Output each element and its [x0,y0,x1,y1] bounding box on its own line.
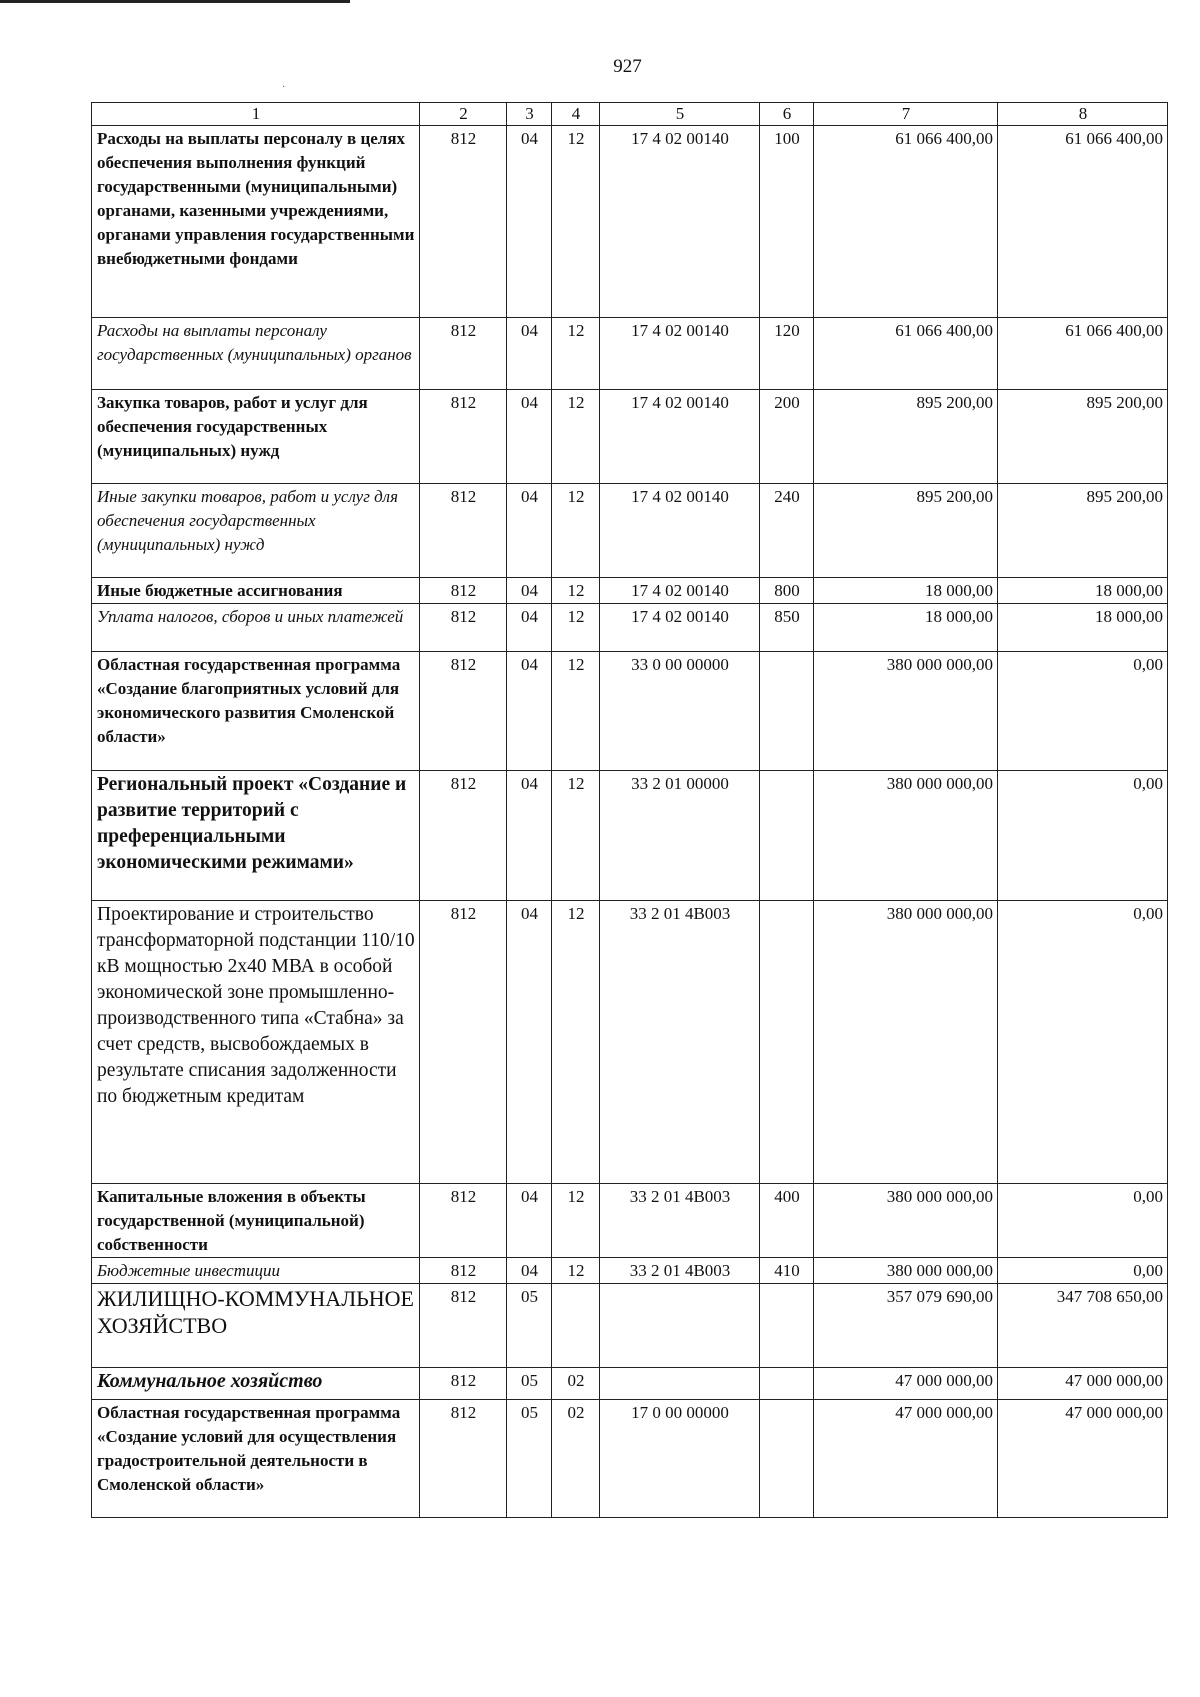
cell-amount-2: 18 000,00 [998,604,1168,652]
table-row [92,126,1168,318]
table-row [92,1284,1168,1368]
cell-target-article: 17 4 02 00140 [600,578,760,604]
cell-amount-2: 895 200,00 [998,484,1168,578]
row-name: Иные закупки товаров, работ и услуг для обеспечения государственных (муниципальных) нужд [92,484,420,578]
cell-section: 04 [507,901,552,1184]
cell-subsection: 02 [552,1368,600,1400]
cell-amount-1: 895 200,00 [814,484,998,578]
cell-subsection: 12 [552,652,600,771]
cell-section: 04 [507,604,552,652]
cell-subsection: 12 [552,390,600,484]
cell-expense-type: 200 [760,390,814,484]
row-name: ЖИЛИЩНО-КОММУНАЛЬНОЕ ХОЗЯЙСТВО [92,1284,420,1368]
cell-ministry: 812 [420,1368,507,1400]
table-row [92,1400,1168,1518]
row-name: Иные бюджетные ассигнования [92,578,420,604]
cell-subsection: 12 [552,318,600,390]
header-cell: 1 [92,103,420,126]
cell-ministry: 812 [420,318,507,390]
table-row [92,1258,1168,1284]
table-row [92,901,1168,1184]
cell-amount-2: 0,00 [998,652,1168,771]
table-row [92,652,1168,771]
cell-amount-2: 18 000,00 [998,578,1168,604]
cell-amount-1: 18 000,00 [814,578,998,604]
cell-target-article: 17 0 00 00000 [600,1400,760,1518]
table-row [92,390,1168,484]
cell-amount-2: 61 066 400,00 [998,318,1168,390]
cell-subsection: 12 [552,1258,600,1284]
cell-ministry: 812 [420,390,507,484]
row-name: Расходы на выплаты персоналу в целях обеспечения выполнения функций государственными (муниципальными) органами, казенными учреждениями, органами управления государственными внебюджетными фондами [92,126,420,318]
row-name: Региональный проект «Создание и развитие территорий с преференциальными экономическими режимами» [92,771,420,901]
cell-expense-type: 800 [760,578,814,604]
header-cell: 3 [507,103,552,126]
cell-section: 04 [507,318,552,390]
row-name: Областная государственная программа «Создание благоприятных условий для экономического развития Смоленской области» [92,652,420,771]
row-name: Закупка товаров, работ и услуг для обеспечения государственных (муниципальных) нужд [92,390,420,484]
cell-section: 04 [507,126,552,318]
cell-expense-type: 400 [760,1184,814,1258]
cell-amount-1: 47 000 000,00 [814,1400,998,1518]
cell-section: 04 [507,484,552,578]
cell-amount-1: 380 000 000,00 [814,771,998,901]
cell-section: 04 [507,1184,552,1258]
cell-amount-2: 347 708 650,00 [998,1284,1168,1368]
row-name: Проектирование и строительство трансформаторной подстанции 110/10 кВ мощностью 2х40 МВА в особой экономической зоне промышленно-производственного типа «Стабна» за счет средств, высвобождаемых в результате списания задолженности по бюджетным кредитам [92,901,420,1184]
table-row [92,318,1168,390]
cell-amount-1: 380 000 000,00 [814,901,998,1184]
cell-section: 04 [507,1258,552,1284]
cell-ministry: 812 [420,1184,507,1258]
cell-amount-2: 0,00 [998,1258,1168,1284]
table-row [92,1368,1168,1400]
cell-section: 04 [507,652,552,771]
cell-expense-type: 850 [760,604,814,652]
table-header-row [92,103,1168,126]
cell-target-article: 33 2 01 4В003 [600,901,760,1184]
cell-ministry: 812 [420,652,507,771]
cell-target-article: 33 2 01 4В003 [600,1184,760,1258]
cell-expense-type [760,901,814,1184]
cell-subsection: 12 [552,1184,600,1258]
cell-amount-2: 895 200,00 [998,390,1168,484]
cell-ministry: 812 [420,1284,507,1368]
header-cell: 2 [420,103,507,126]
row-name: Капитальные вложения в объекты государственной (муниципальной) собственности [92,1184,420,1258]
cell-subsection: 12 [552,126,600,318]
cell-section: 05 [507,1368,552,1400]
cell-amount-2: 0,00 [998,771,1168,901]
header-cell: 8 [998,103,1168,126]
cell-target-article: 33 0 00 00000 [600,652,760,771]
cell-expense-type: 120 [760,318,814,390]
cell-expense-type: 100 [760,126,814,318]
header-cell: 6 [760,103,814,126]
cell-subsection: 12 [552,484,600,578]
cell-expense-type: 240 [760,484,814,578]
cell-expense-type [760,1284,814,1368]
cell-subsection [552,1284,600,1368]
table-row [92,771,1168,901]
cell-expense-type [760,771,814,901]
cell-amount-2: 0,00 [998,901,1168,1184]
table-row [92,578,1168,604]
cell-target-article: 33 2 01 00000 [600,771,760,901]
cell-target-article: 33 2 01 4В003 [600,1258,760,1284]
top-rule [0,0,350,3]
cell-ministry: 812 [420,771,507,901]
cell-amount-1: 380 000 000,00 [814,1184,998,1258]
cell-target-article [600,1284,760,1368]
table-row [92,484,1168,578]
cell-expense-type: 410 [760,1258,814,1284]
cell-section: 04 [507,771,552,901]
header-cell: 4 [552,103,600,126]
cell-amount-1: 61 066 400,00 [814,318,998,390]
cell-target-article: 17 4 02 00140 [600,484,760,578]
cell-subsection: 12 [552,771,600,901]
cell-target-article [600,1368,760,1400]
cell-section: 04 [507,390,552,484]
cell-subsection: 12 [552,901,600,1184]
cell-amount-1: 61 066 400,00 [814,126,998,318]
cell-expense-type [760,1368,814,1400]
cell-ministry: 812 [420,126,507,318]
cell-ministry: 812 [420,1258,507,1284]
cell-amount-2: 47 000 000,00 [998,1368,1168,1400]
header-cell: 7 [814,103,998,126]
cell-ministry: 812 [420,1400,507,1518]
cell-amount-1: 895 200,00 [814,390,998,484]
cell-expense-type [760,1400,814,1518]
cell-amount-1: 380 000 000,00 [814,1258,998,1284]
header-cell: 5 [600,103,760,126]
cell-subsection: 12 [552,604,600,652]
cell-target-article: 17 4 02 00140 [600,604,760,652]
row-name: Расходы на выплаты персоналу государственных (муниципальных) органов [92,318,420,390]
cell-amount-2: 47 000 000,00 [998,1400,1168,1518]
cell-amount-1: 357 079 690,00 [814,1284,998,1368]
cell-amount-1: 18 000,00 [814,604,998,652]
cell-amount-2: 0,00 [998,1184,1168,1258]
row-name: Уплата налогов, сборов и иных платежей [92,604,420,652]
cell-expense-type [760,652,814,771]
cell-ministry: 812 [420,901,507,1184]
cell-amount-2: 61 066 400,00 [998,126,1168,318]
row-name: Коммунальное хозяйство [92,1368,420,1400]
table-row [92,604,1168,652]
cell-ministry: 812 [420,484,507,578]
scan-speck: · [282,82,286,93]
cell-subsection: 12 [552,578,600,604]
cell-ministry: 812 [420,578,507,604]
cell-section: 05 [507,1284,552,1368]
budget-table [91,102,1168,1518]
row-name: Бюджетные инвестиции [92,1258,420,1284]
cell-ministry: 812 [420,604,507,652]
cell-subsection: 02 [552,1400,600,1518]
cell-target-article: 17 4 02 00140 [600,390,760,484]
table-row [92,1184,1168,1258]
cell-section: 05 [507,1400,552,1518]
cell-section: 04 [507,578,552,604]
cell-amount-1: 380 000 000,00 [814,652,998,771]
cell-target-article: 17 4 02 00140 [600,318,760,390]
cell-amount-1: 47 000 000,00 [814,1368,998,1400]
cell-target-article: 17 4 02 00140 [600,126,760,318]
page-number: 927 [613,56,642,77]
row-name: Областная государственная программа «Создание условий для осуществления градостроительной деятельности в Смоленской области» [92,1400,420,1518]
